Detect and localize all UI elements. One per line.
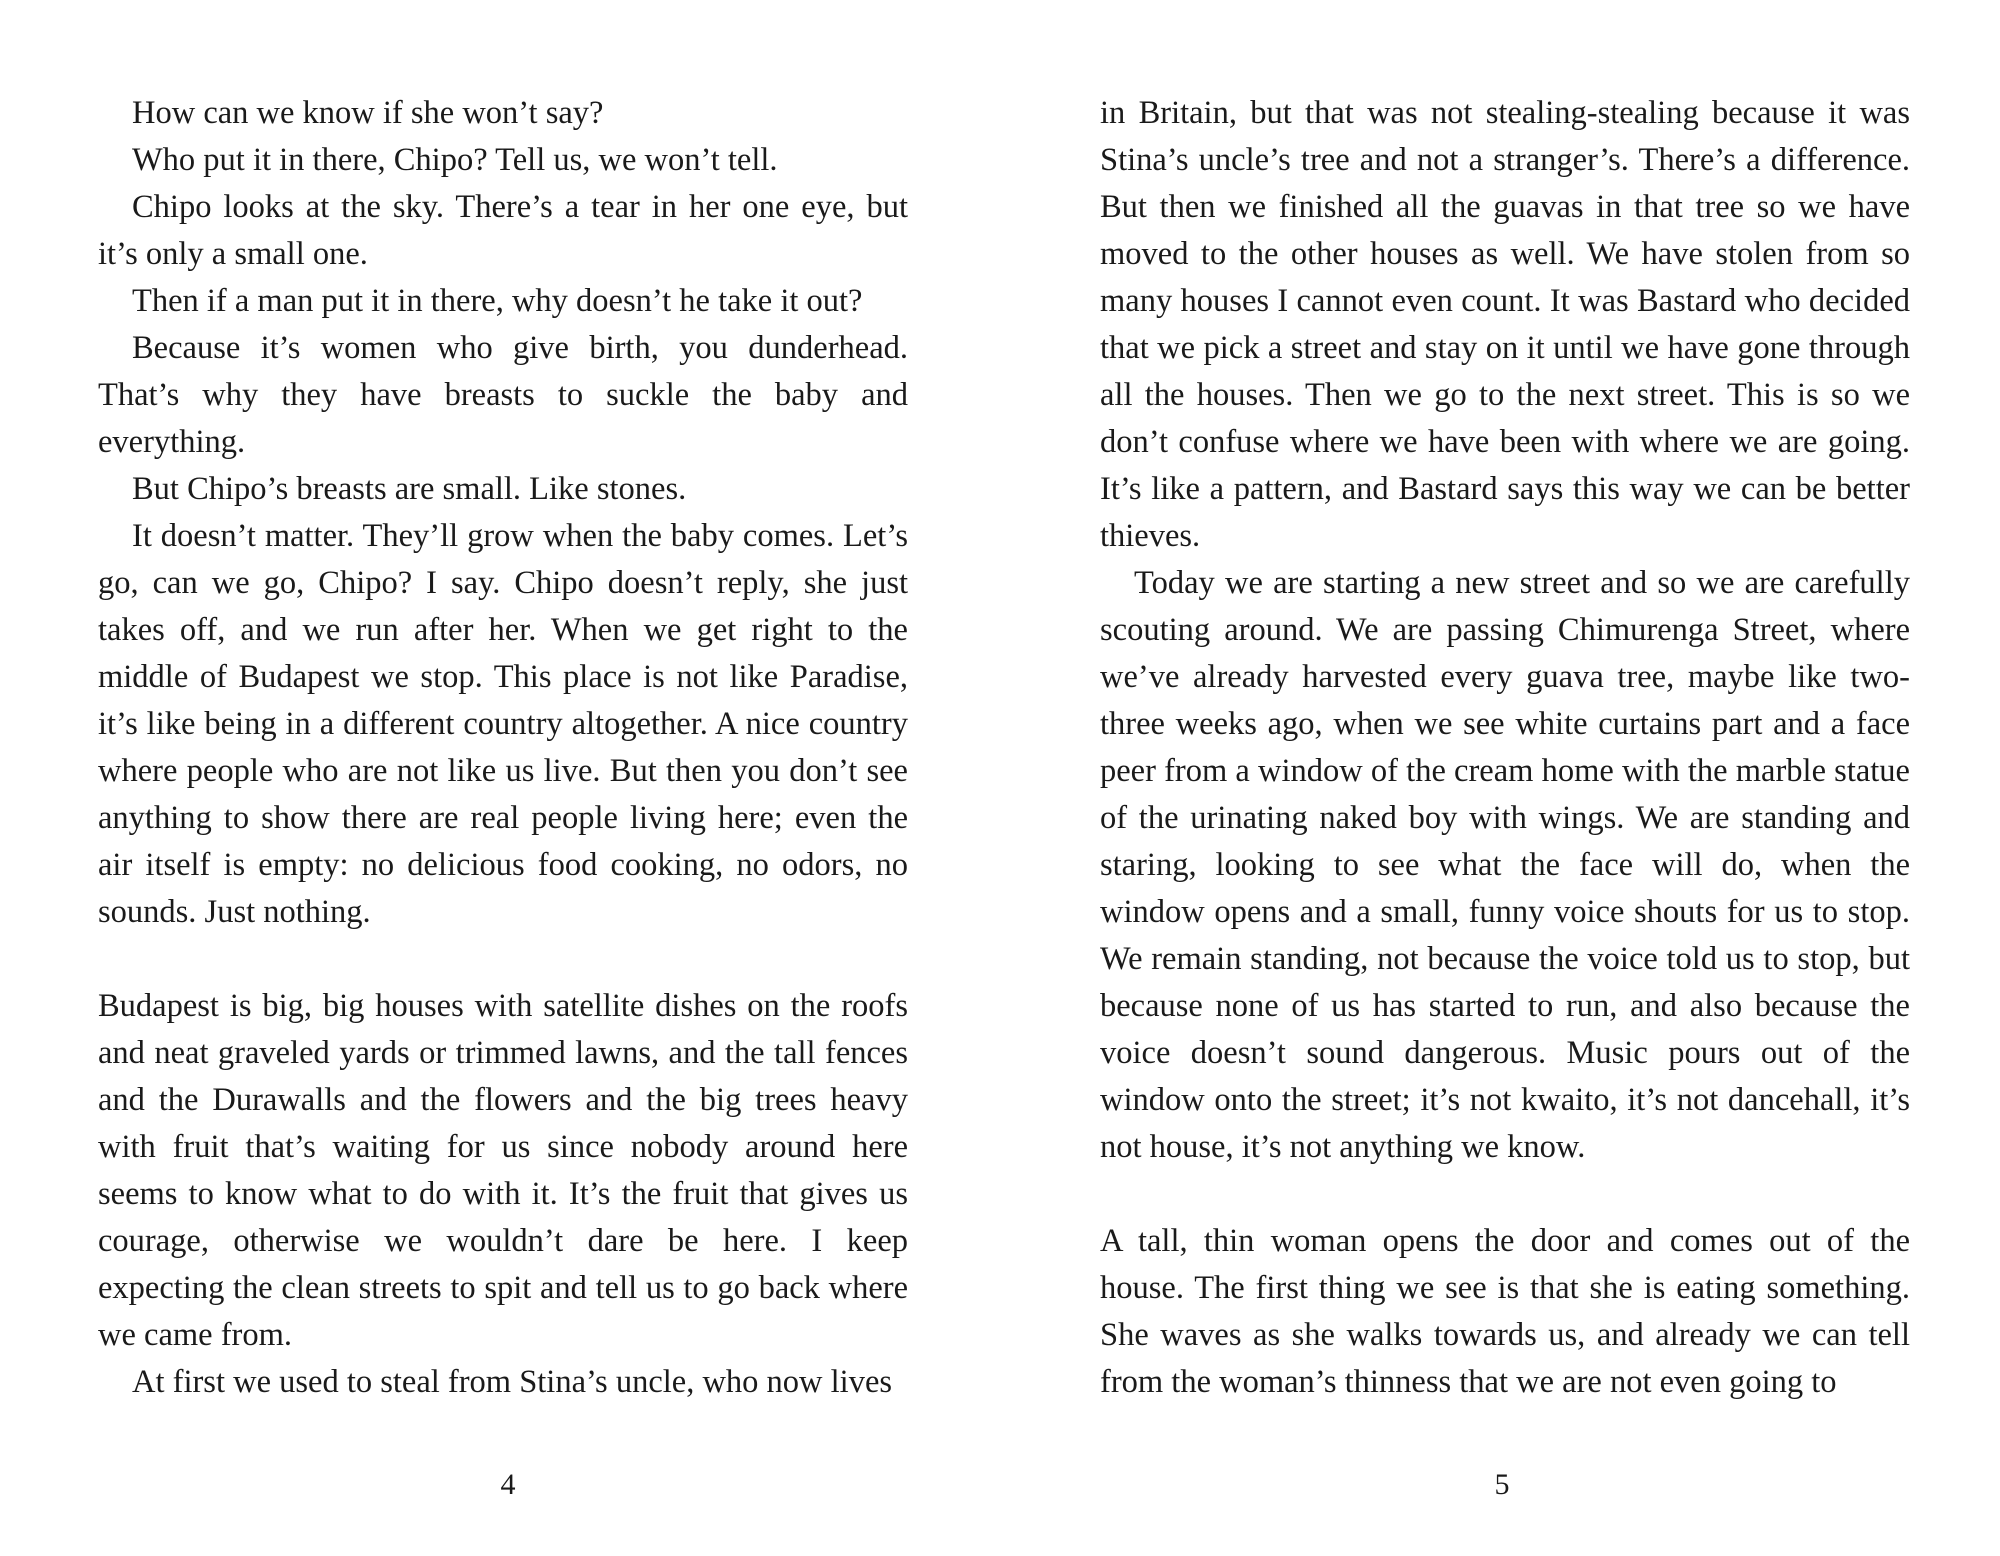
paragraph: Today we are starting a new street and so we are carefully scouting around. We are passing Chimurenga Street, where we’ve already harvested every guava tree, maybe like two-three weeks ago, when we see white curtains part and a face peer from a window of the cream home with the marble statue of the urinating naked boy with wings. We are standing and staring, looking to see what the face will do, when the window opens and a small, funny voice shouts for us to stop. We remain standing, not because the voice told us to stop, but because none of us has started to run, and also because the voice doesn’t sound dangerous. Music pours out of the window onto the street; it’s not kwaito, it’s not dancehall, it’s not house, it’s not anything we know.: [1100, 565, 1910, 1165]
paragraph: Then if a man put it in there, why doesn’t he take it out?: [132, 283, 863, 319]
paragraph: How can we know if she won’t say?: [132, 95, 604, 131]
paragraph: A tall, thin woman opens the door and comes out of the house. The first thing we see is that she is eating something. She waves as she walks towards us, and already we can tell from the woman’s thinness that we are not even going to: [1100, 1223, 1910, 1400]
paragraph: It doesn’t matter. They’ll grow when the baby comes. Let’s go, can we go, Chipo? I say. Chipo doesn’t reply, she just takes off, and we run after her. When we get right to the middle of Budapest we stop. This place is not like Paradise, it’s like being in a different country altogether. A nice country where people who are not like us live. But then you don’t see anything to show there are real people living here; even the air itself is empty: no delicious food cooking, no odors, no sounds. Just nothing.: [98, 518, 908, 930]
right-page: [1100, 90, 1910, 1406]
page-number-left: 4: [500, 1468, 516, 1501]
paragraph: Budapest is big, big houses with satellite dishes on the roofs and neat graveled yards or trimmed lawns, and the tall fences and the Durawalls and the flowers and the big trees heavy with fruit that’s waiting for us since nobody around here seems to know what to do with it. It’s the fruit that gives us courage, otherwise we wouldn’t dare be here. I keep expecting the clean streets to spit and tell us to go back where we came from.: [98, 988, 908, 1353]
page-number-right: 5: [1494, 1468, 1510, 1501]
paragraph: in Britain, but that was not stealing-stealing because it was Stina’s uncle’s tree and not a stranger’s. There’s a difference. But then we finished all the guavas in that tree so we have moved to the other houses as well. We have stolen from so many houses I cannot even count. It was Bastard who decided that we pick a street and stay on it until we have gone through all the houses. Then we go to the next street. This is so we don’t confuse where we have been with where we are going. It’s like a pattern, and Bastard says this way we can be better thieves.: [1100, 95, 1910, 554]
paragraph: Because it’s women who give birth, you dunderhead. That’s why they have breasts to suckle the baby and everything.: [98, 330, 908, 460]
paragraph: At first we used to steal from Stina’s uncle, who now lives: [132, 1364, 893, 1400]
paragraph: Who put it in there, Chipo? Tell us, we won’t tell.: [132, 142, 778, 178]
paragraph: Chipo looks at the sky. There’s a tear in her one eye, but it’s only a small one.: [98, 189, 908, 272]
left-page: [98, 90, 908, 1406]
paragraph: But Chipo’s breasts are small. Like stones.: [132, 471, 687, 507]
